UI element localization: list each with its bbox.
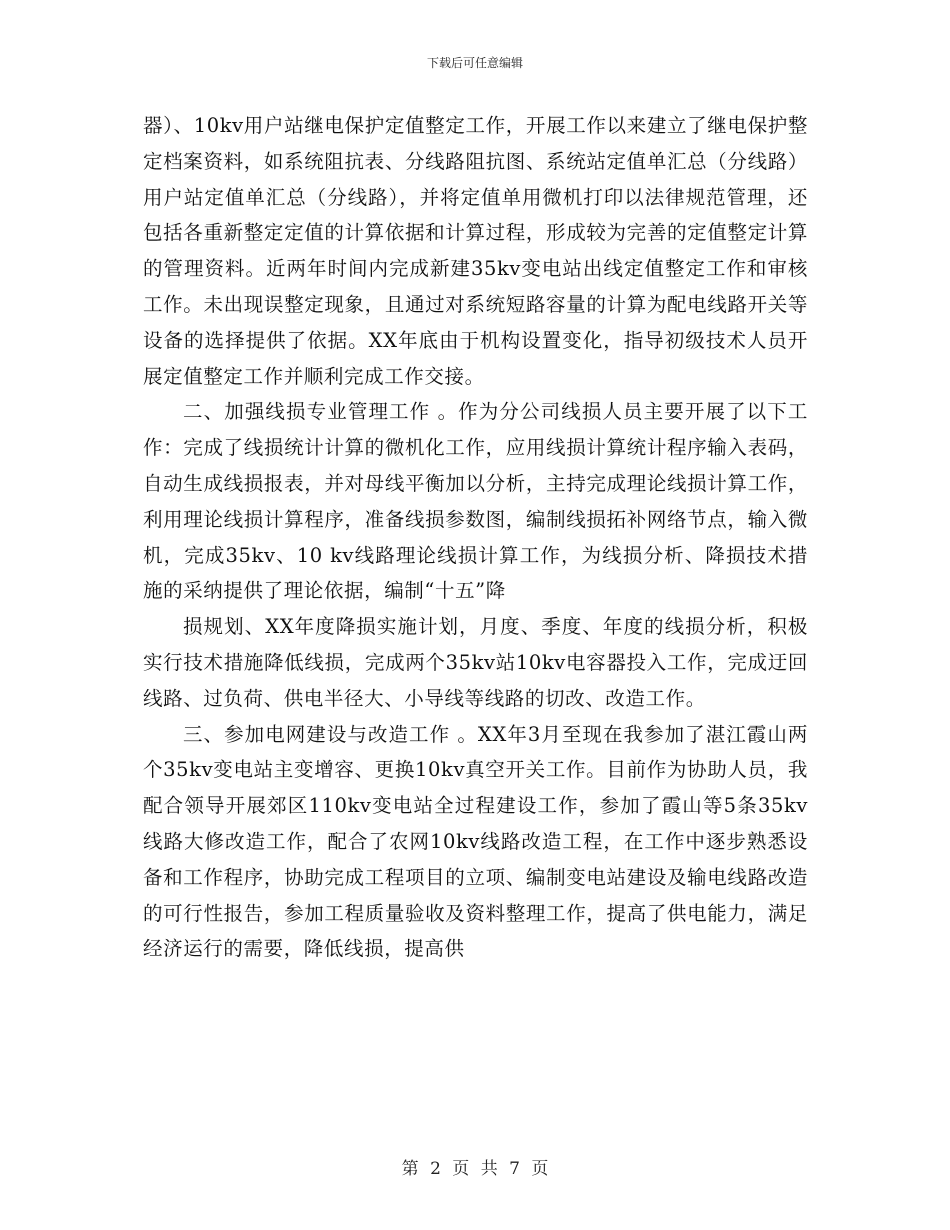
- page-number: 第 2 页 共 7 页: [401, 1159, 549, 1179]
- document-body: [143, 108, 808, 967]
- paragraph-grid-construction: 三、参加电网建设与改造工作 。XX年3月至现在我参加了湛江霞山两个35kv变电站主变增容、更换10kv真空开关工作。目前作为协助人员，我配合领导开展郊区110kv变电站全过程建设工作，参加了霞山等5条35kv线路大修改造工作，配合了农网10kv线路改造工程，在工作中逐步熟悉设备和工作程序，协助完成工程项目的立项、编制变电站建设及输电线路改造的可行性报告，参加工程质量验收及资料整理工作，提高了供电能力，满足经济运行的需要，降低线损，提高供: [143, 722, 808, 961]
- paragraph-line-loss: 二、加强线损专业管理工作 。作为分公司线损人员主要开展了以下工作：完成了线损统计计算的微机化工作，应用线损计算统计程序输入表码，自动生成线损报表，并对母线平衡加以分析，主持完成理论线损计算工作，利用理论线损计算程序，准备线损参数图，编制线损拓补网络节点，输入微机，完成35kv、10 kv线路理论线损计算工作，为线损分析、降损技术措施的采纳提供了理论依据，编制“十五”降: [143, 400, 808, 603]
- paragraph-loss-plan: 损规划、XX年度降损实施计划，月度、季度、年度的线损分析，积极实行技术措施降低线损，完成两个35kv站10kv电容器投入工作，完成迂回线路、过负荷、供电半径大、小导线等线路的切改、改造工作。: [143, 615, 808, 710]
- paragraph-continuation: 器）、10kv用户站继电保护定值整定工作，开展工作以来建立了继电保护整定档案资料，如系统阻抗表、分线路阻抗图、系统站定值单汇总（分线路）用户站定值单汇总（分线路），并将定值单用微机打印以法律规范管理，还包括各重新整定定值的计算依据和计算过程，形成较为完善的定值整定计算的管理资料。近两年时间内完成新建35kv变电站出线定值整定工作和审核工作。未出现误整定现象，且通过对系统短路容量的计算为配电线路开关等设备的选择提供了依据。XX年底由于机构设置变化，指导初级技术人员开展定值整定工作并顺利完成工作交接。: [143, 114, 808, 388]
- page-header: 下载后可任意编辑: [426, 56, 523, 70]
